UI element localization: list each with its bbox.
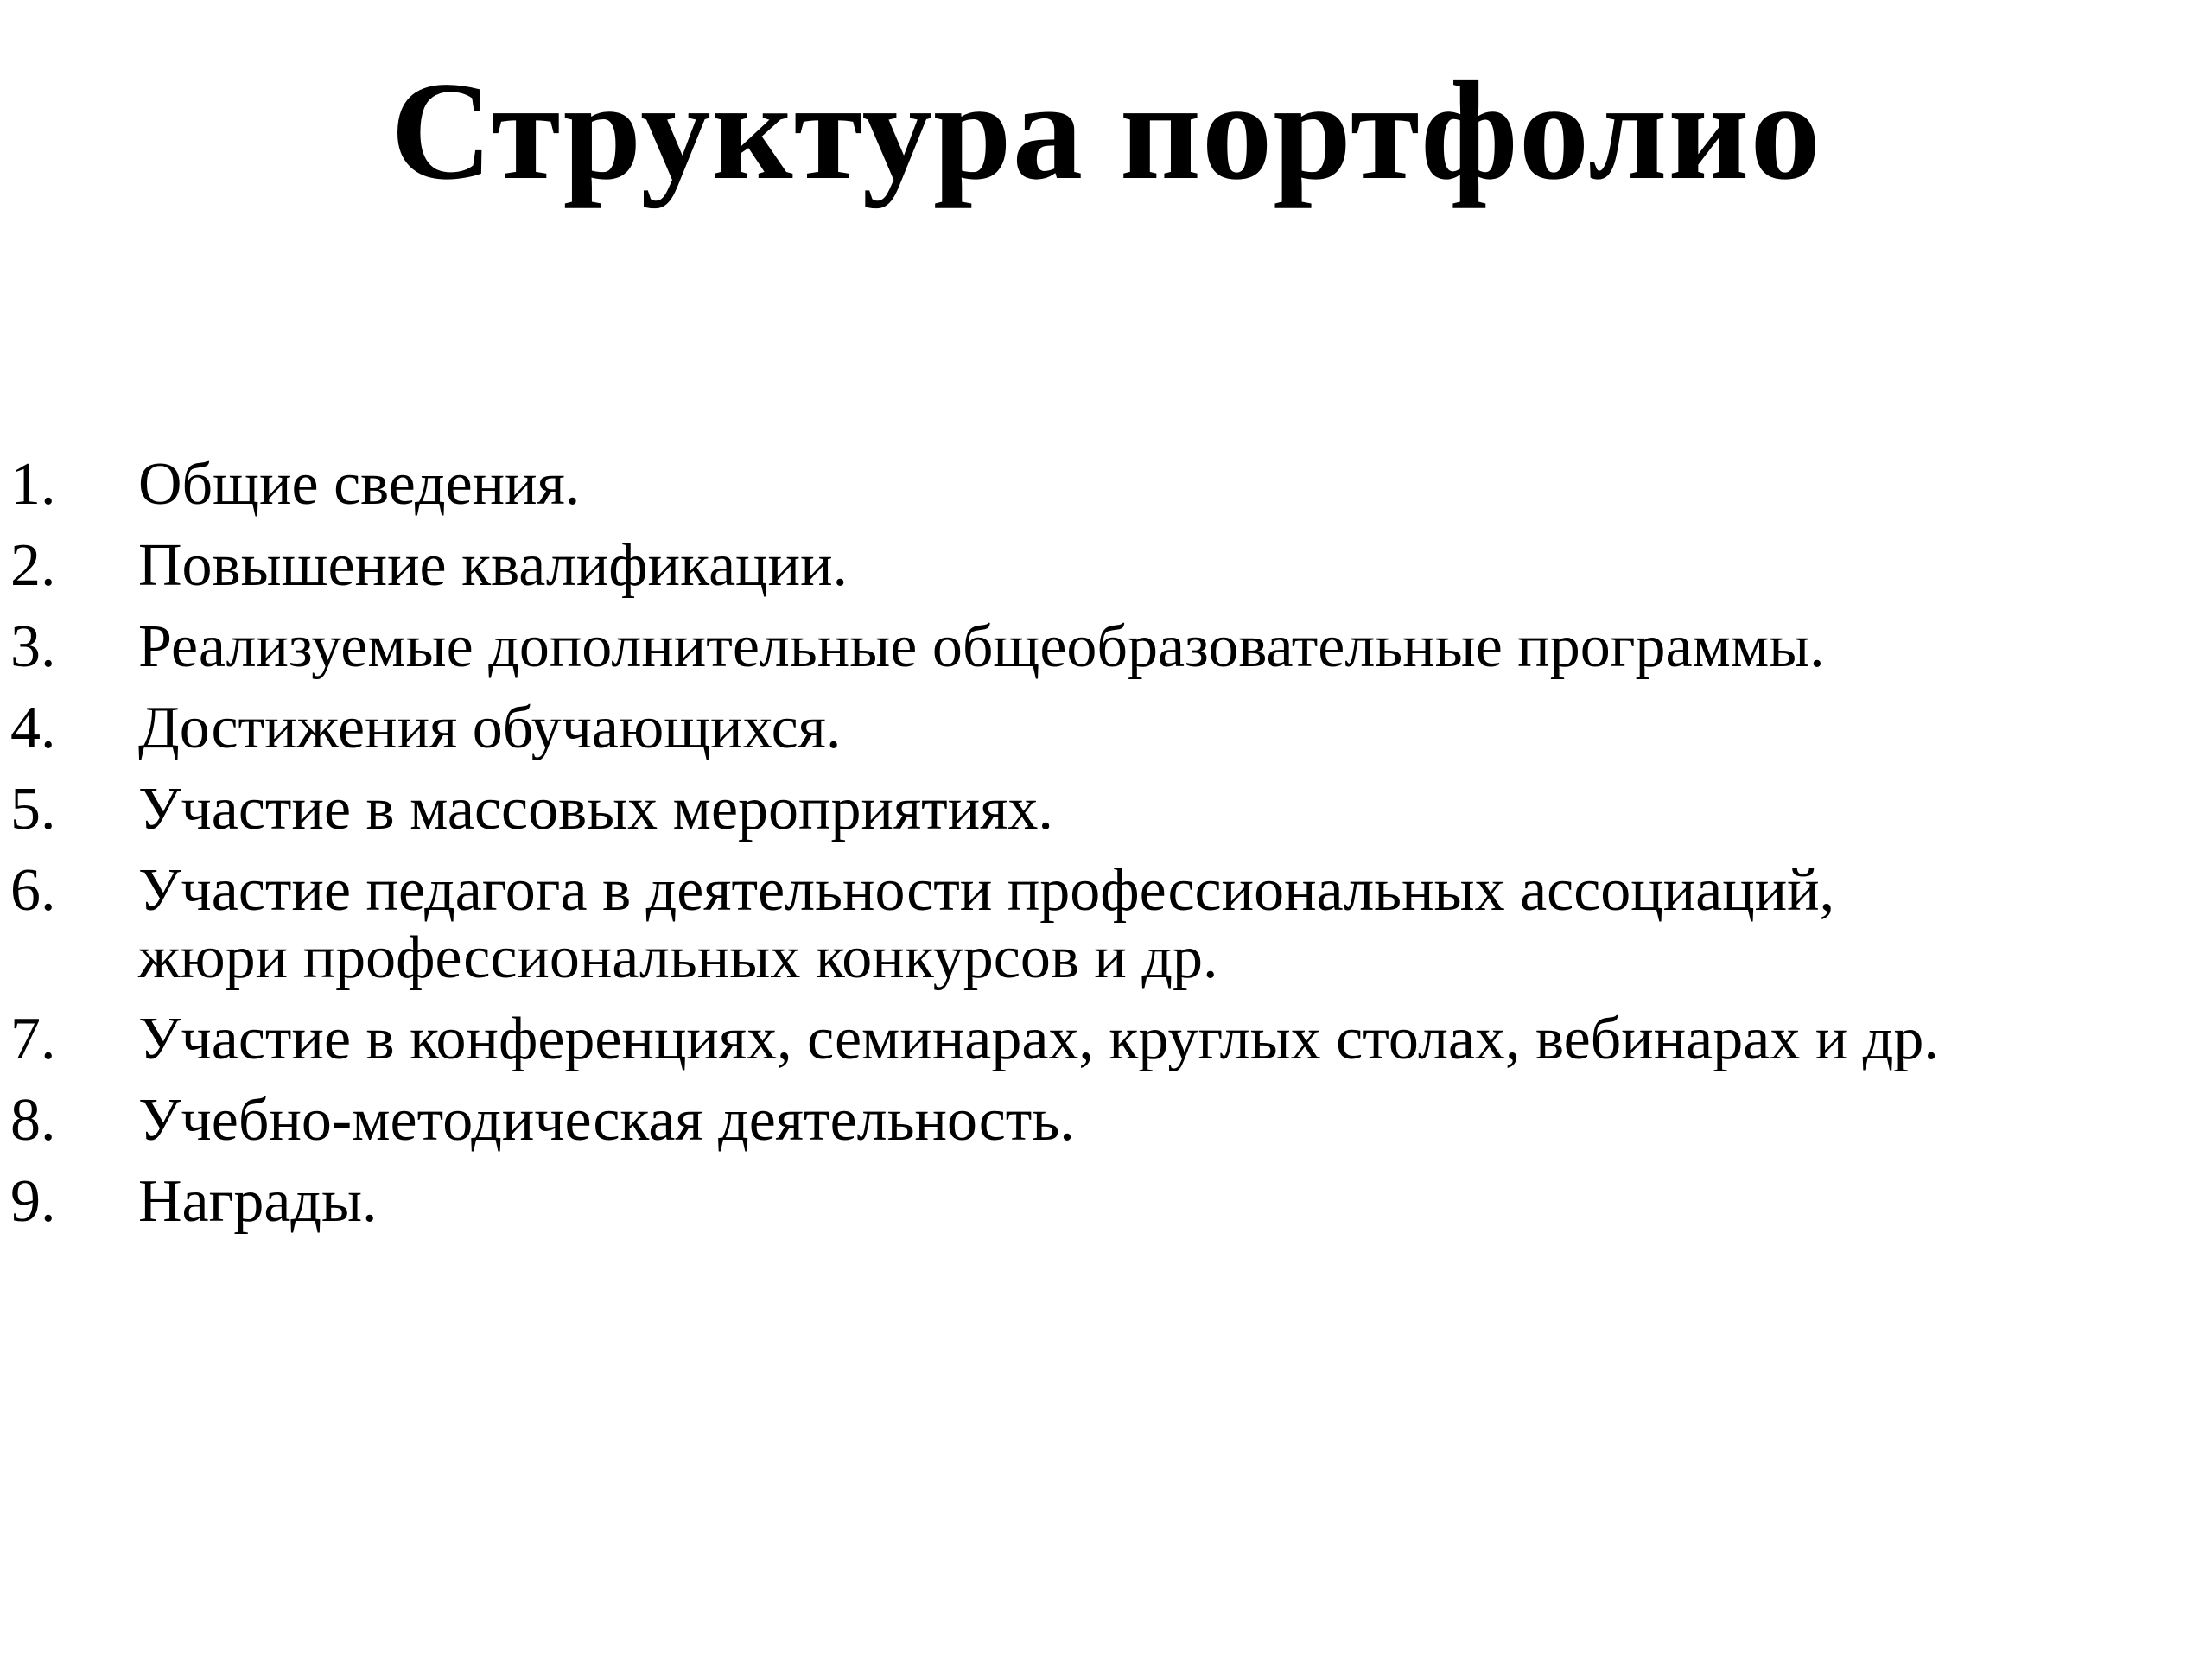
- list-item-text: Повышение квалификации.: [138, 532, 849, 599]
- list-item: [10, 451, 2205, 518]
- list-item-text: Реализуемые дополнительные общеобразовательные программы.: [138, 613, 1825, 680]
- list-item-text: Общие сведения.: [138, 451, 581, 518]
- list-item-text: Участие педагога в деятельности профессиональных ассоциаций, жюри профессиональных конкурсов и др.: [138, 857, 1835, 991]
- list-item-text: Учебно-методическая деятельность.: [138, 1087, 1075, 1154]
- list-item: [10, 857, 2205, 992]
- list-item-number: 1.: [10, 451, 56, 518]
- list-item: [10, 1006, 2205, 1073]
- list-item-number: 8.: [10, 1087, 56, 1154]
- list-item: [10, 776, 2205, 843]
- list-item: [10, 613, 2205, 681]
- list-item: [10, 695, 2205, 762]
- list-item-number: 3.: [10, 613, 56, 680]
- list-item-number: 4.: [10, 695, 56, 761]
- list-item-text: Достижения обучающихся.: [138, 695, 842, 761]
- slide-title: Структура портфолио: [391, 54, 1821, 209]
- list-item-number: 7.: [10, 1006, 56, 1072]
- list-item-number: 2.: [10, 532, 56, 599]
- list-item: [10, 1168, 2205, 1236]
- list-item-text: Участие в конференциях, семинарах, круглых столах, вебинарах и др.: [138, 1006, 1939, 1072]
- list-item: [10, 532, 2205, 600]
- list-item-text: Награды.: [138, 1168, 378, 1235]
- list-item: [10, 1087, 2205, 1154]
- portfolio-structure-list: [10, 451, 2205, 1249]
- list-item-number: 5.: [10, 776, 56, 842]
- list-item-number: 9.: [10, 1168, 56, 1235]
- list-item-number: 6.: [10, 857, 56, 924]
- list-item-text: Участие в массовых мероприятиях.: [138, 776, 1053, 842]
